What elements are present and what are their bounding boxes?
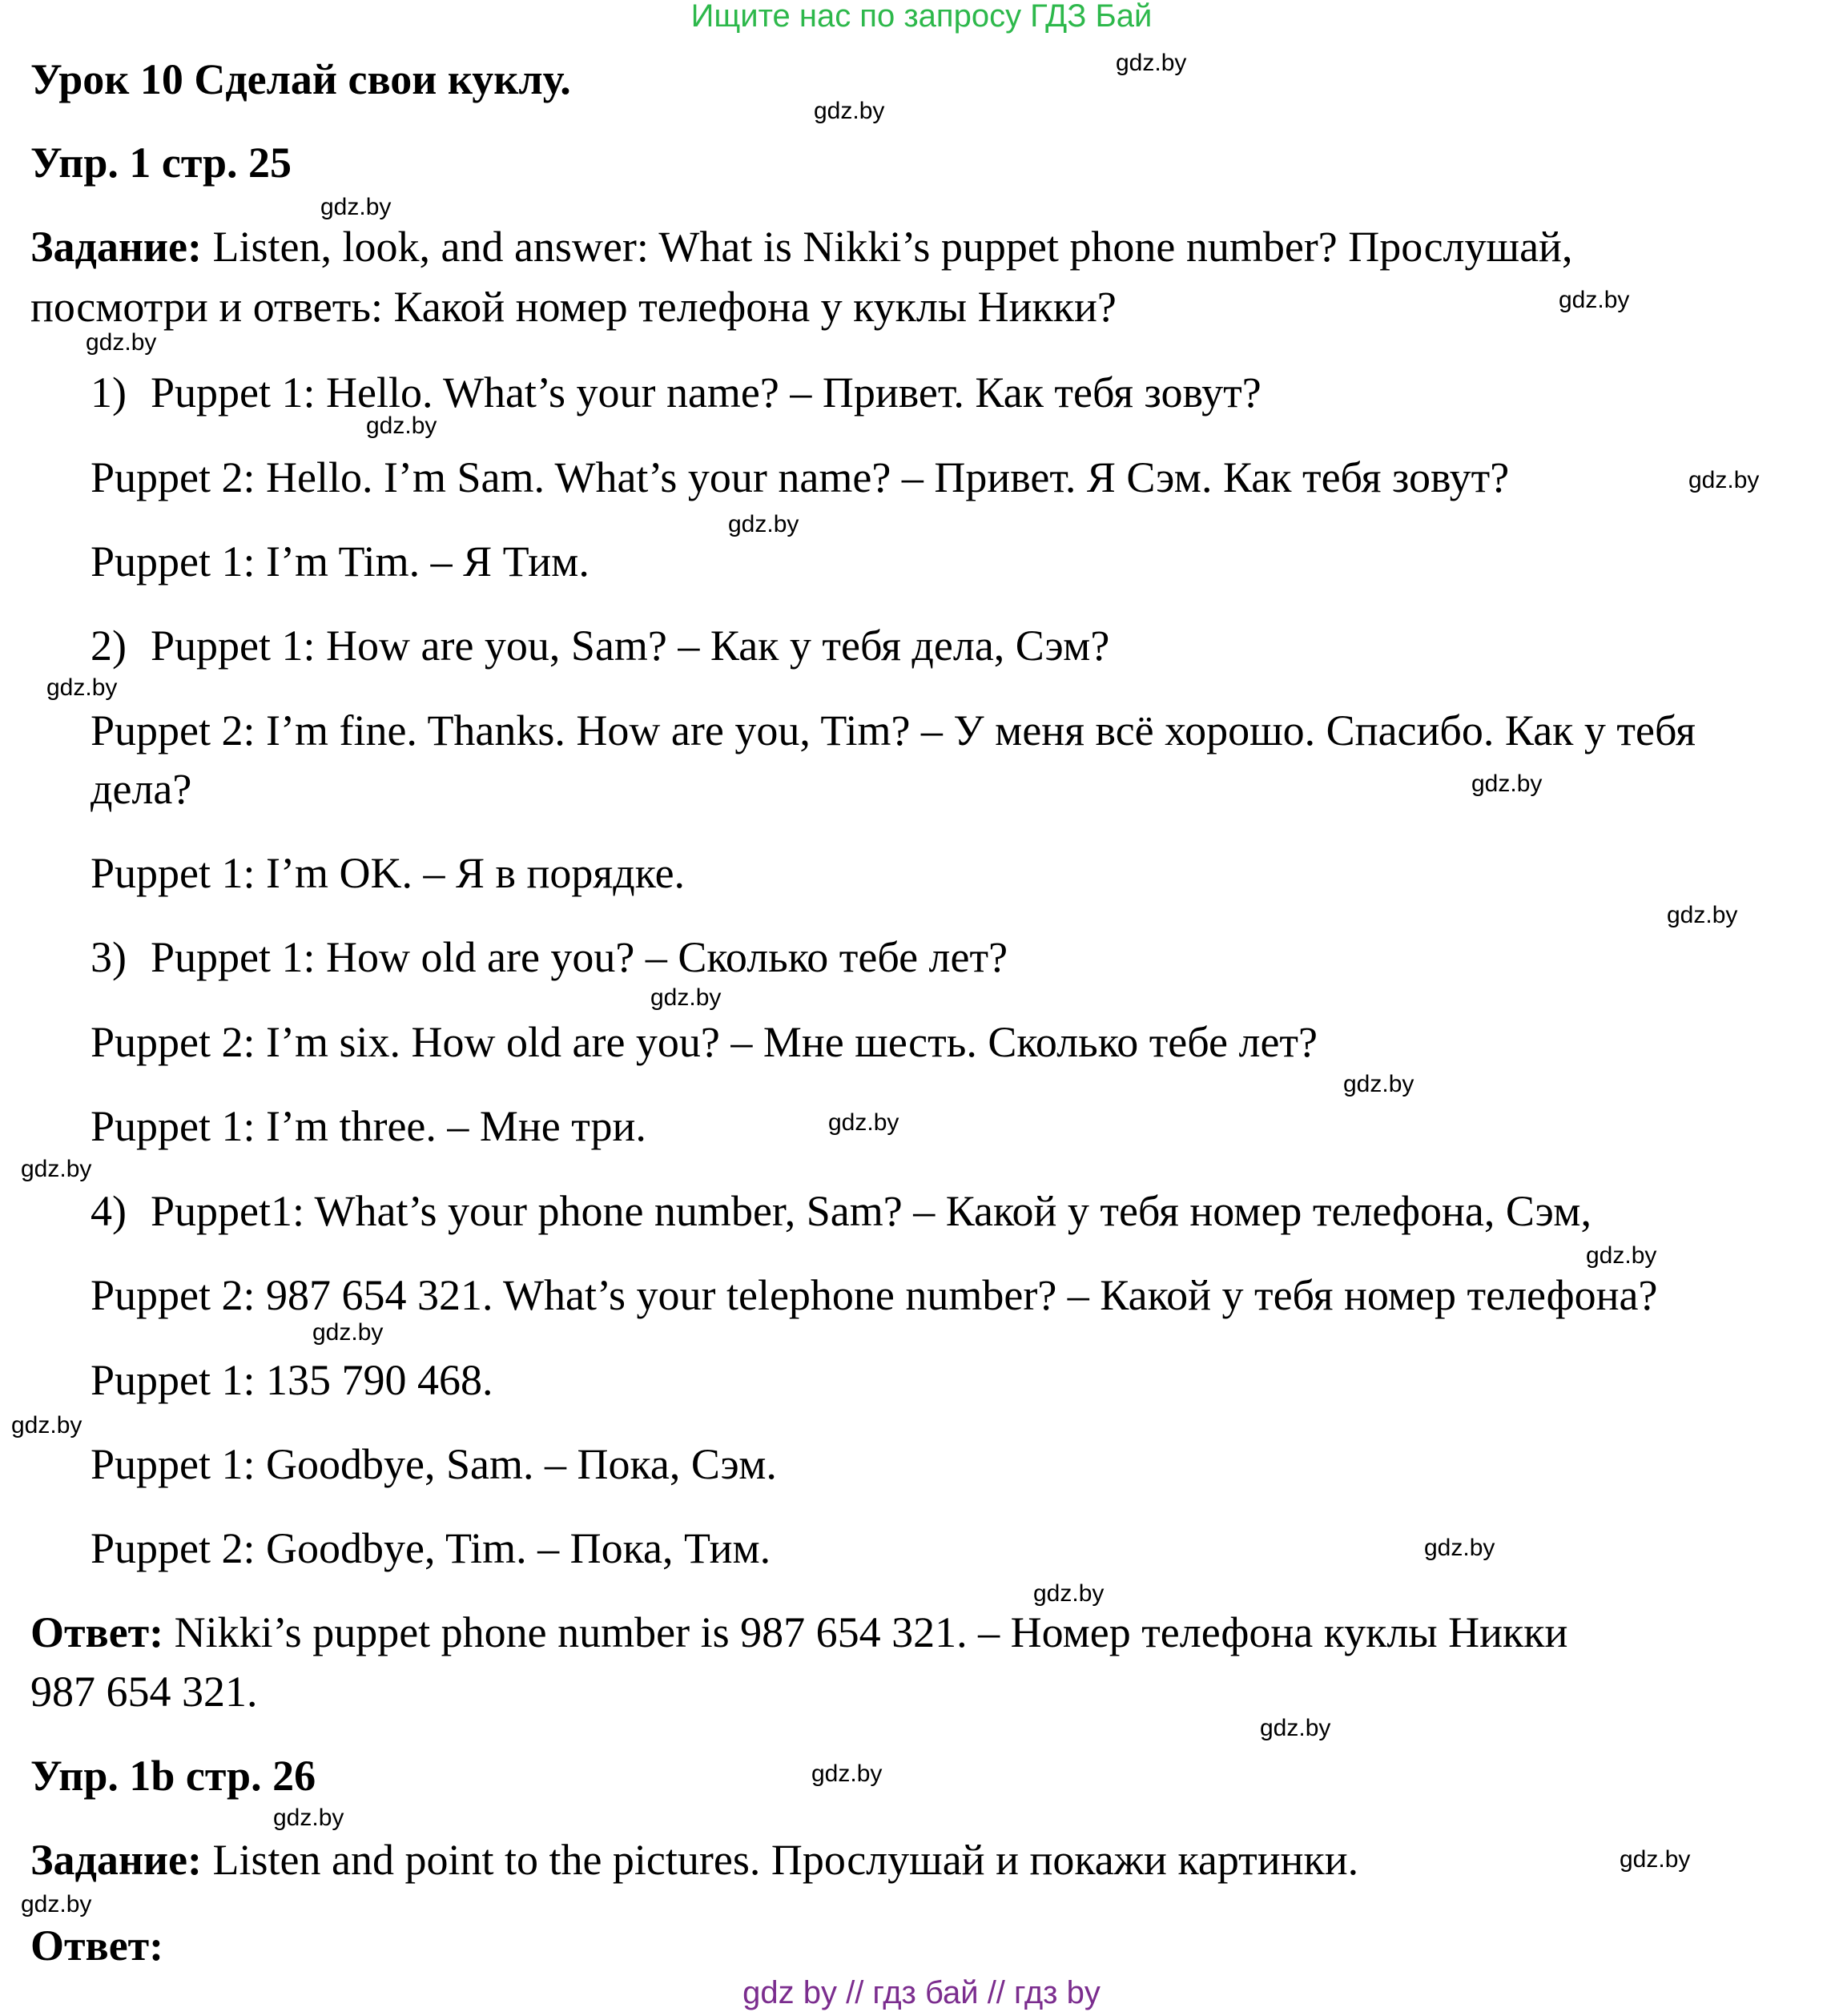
dialogue-line: Puppet 1: I’m Tim. – Я Тим. bbox=[91, 537, 590, 585]
task-text: Listen and point to the pictures. Прослушай и покажи картинки. bbox=[202, 1836, 1359, 1884]
watermark: gdz.by bbox=[46, 674, 118, 701]
top-banner: Ищите нас по запросу ГДЗ Бай bbox=[690, 0, 1153, 34]
list-number: 2) bbox=[91, 622, 127, 670]
dialogue-line: Puppet 2: I’m six. How old are you? – Мне шесть. Сколько тебе лет? bbox=[91, 1018, 1318, 1066]
dialogue-text: Puppet 1: Hello. What’s your name? – Привет. Как тебя зовут? bbox=[151, 368, 1262, 416]
watermark: gdz.by bbox=[1620, 1846, 1691, 1873]
watermark: gdz.by bbox=[828, 1109, 899, 1136]
dialogue-line: Puppet 1: I’m OK. – Я в порядке. bbox=[91, 849, 686, 897]
dialogue-line bbox=[91, 1189, 1591, 1233]
watermark: gdz.by bbox=[21, 1156, 92, 1182]
exercise-1-answer-cont: 987 654 321. bbox=[30, 1668, 258, 1716]
watermark: gdz.by bbox=[811, 1760, 883, 1787]
dialogue-line: Puppet 2: Hello. I’m Sam. What’s your name? – Привет. Я Сэм. Как тебя зовут? bbox=[91, 453, 1510, 501]
exercise-1b-answer-label: Ответ: bbox=[30, 1921, 164, 1970]
exercise-1-heading: Упр. 1 стр. 25 bbox=[30, 139, 292, 187]
watermark: gdz.by bbox=[320, 194, 392, 220]
dialogue-text: Puppet 1: How are you, Sam? – Как у тебя дела, Сэм? bbox=[151, 622, 1110, 670]
watermark: gdz.by bbox=[1033, 1580, 1105, 1607]
dialogue-line: Puppet 2: 987 654 321. What’s your telephone number? – Какой у тебя номер телефона? bbox=[91, 1271, 1658, 1319]
watermark: gdz.by bbox=[1471, 771, 1543, 797]
watermark: gdz.by bbox=[1586, 1242, 1657, 1269]
dialogue-text: Puppet 1: How old are you? – Сколько тебе лет? bbox=[151, 933, 1008, 981]
answer-label: Ответ: bbox=[30, 1608, 164, 1656]
dialogue-line-cont: дела? bbox=[91, 765, 192, 813]
exercise-1b-heading: Упр. 1b стр. 26 bbox=[30, 1752, 316, 1800]
dialogue-text: Puppet1: What’s your phone number, Sam? – Какой у тебя номер телефона, Сэм, bbox=[151, 1187, 1591, 1235]
watermark: gdz.by bbox=[21, 1891, 92, 1917]
dialogue-line bbox=[91, 622, 1110, 670]
dialogue-line bbox=[91, 933, 1008, 981]
dialogue-line: Puppet 1: I’m three. – Мне три. bbox=[91, 1102, 646, 1150]
watermark: gdz.by bbox=[86, 329, 157, 356]
footer-links: gdz by // гдз бай // гдз by bbox=[742, 1975, 1101, 2010]
watermark: gdz.by bbox=[11, 1412, 82, 1439]
dialogue-line bbox=[91, 368, 1262, 416]
watermark: gdz.by bbox=[728, 511, 799, 537]
task-text: Listen, look, and answer: What is Nikki’s puppet phone number? Прослушай, bbox=[202, 223, 1573, 271]
lesson-title: Урок 10 Сделай свои куклу. bbox=[30, 55, 571, 103]
exercise-1-task bbox=[30, 223, 1573, 271]
watermark: gdz.by bbox=[650, 984, 722, 1011]
list-number: 1) bbox=[91, 368, 127, 416]
watermark: gdz.by bbox=[366, 412, 437, 439]
watermark: gdz.by bbox=[1343, 1071, 1414, 1097]
watermark: gdz.by bbox=[312, 1319, 384, 1346]
watermark: gdz.by bbox=[1688, 467, 1760, 493]
watermark: gdz.by bbox=[1116, 50, 1187, 76]
watermark: gdz.by bbox=[1260, 1715, 1331, 1741]
task-label: Задание: bbox=[30, 223, 202, 271]
exercise-1-task-cont: посмотри и ответь: Какой номер телефона у куклы Никки? bbox=[30, 283, 1117, 331]
watermark: gdz.by bbox=[1559, 287, 1630, 313]
list-number: 3) bbox=[91, 933, 127, 981]
exercise-1-answer bbox=[30, 1608, 1568, 1656]
list-number: 4) bbox=[91, 1187, 127, 1235]
watermark: gdz.by bbox=[1667, 902, 1738, 928]
dialogue-line: Puppet 2: I’m fine. Thanks. How are you, Tim? – У меня всё хорошо. Спасибо. Как у тебя bbox=[91, 706, 1696, 754]
dialogue-line: Puppet 2: Goodbye, Tim. – Пока, Тим. bbox=[91, 1524, 771, 1572]
answer-text: Nikki’s puppet phone number is 987 654 321. – Номер телефона куклы Никки bbox=[163, 1608, 1568, 1656]
watermark: gdz.by bbox=[1424, 1535, 1495, 1561]
task-label: Задание: bbox=[30, 1836, 202, 1884]
dialogue-line: Puppet 1: 135 790 468. bbox=[91, 1356, 493, 1404]
watermark: gdz.by bbox=[273, 1805, 344, 1831]
exercise-1b-task bbox=[30, 1836, 1359, 1884]
watermark: gdz.by bbox=[814, 98, 885, 124]
dialogue-line: Puppet 1: Goodbye, Sam. – Пока, Сэм. bbox=[91, 1440, 777, 1488]
